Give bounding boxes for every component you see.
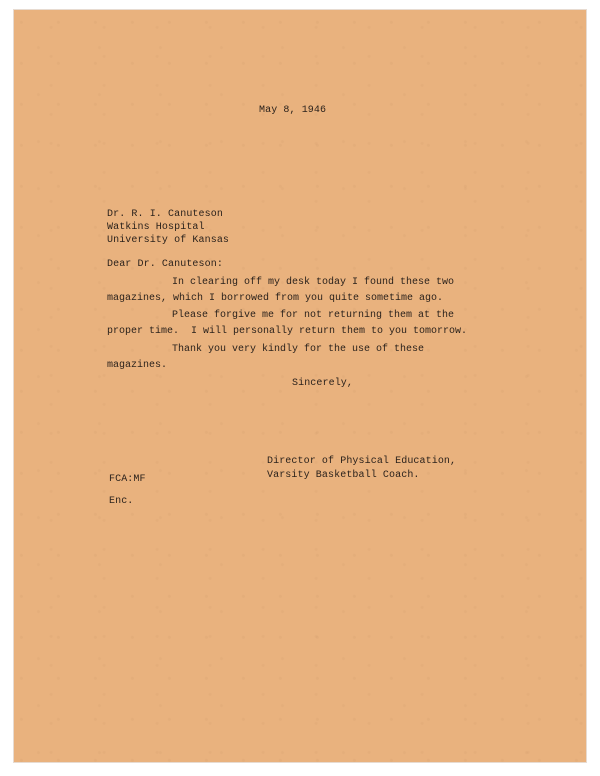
paragraph-line: In clearing off my desk today I found these two — [172, 277, 455, 288]
recipient-name: Dr. R. I. Canuteson — [107, 209, 223, 220]
paragraph-line: proper time. I will personally return them to you tomorrow. — [107, 326, 468, 337]
recipient-line-2: Watkins Hospital — [107, 222, 205, 233]
recipient-line-3: University of Kansas — [107, 235, 230, 246]
paragraph-line: magazines, which I borrowed from you quite sometime ago. — [107, 293, 444, 304]
signature-title-line-1: Director of Physical Education, — [267, 456, 457, 467]
paragraph-line: Thank you very kindly for the use of these — [172, 344, 425, 355]
enclosure-note: Enc. — [109, 496, 134, 507]
paragraph-line: magazines. — [107, 360, 168, 371]
salutation: Dear Dr. Canuteson: — [107, 259, 223, 270]
letter-date: May 8, 1946 — [259, 105, 327, 116]
paragraph-line: Please forgive me for not returning them at the — [172, 310, 455, 321]
closing: Sincerely, — [292, 378, 354, 389]
signature-title-line-2: Varsity Basketball Coach. — [267, 470, 420, 481]
reference-initials: FCA:MF — [109, 474, 146, 485]
